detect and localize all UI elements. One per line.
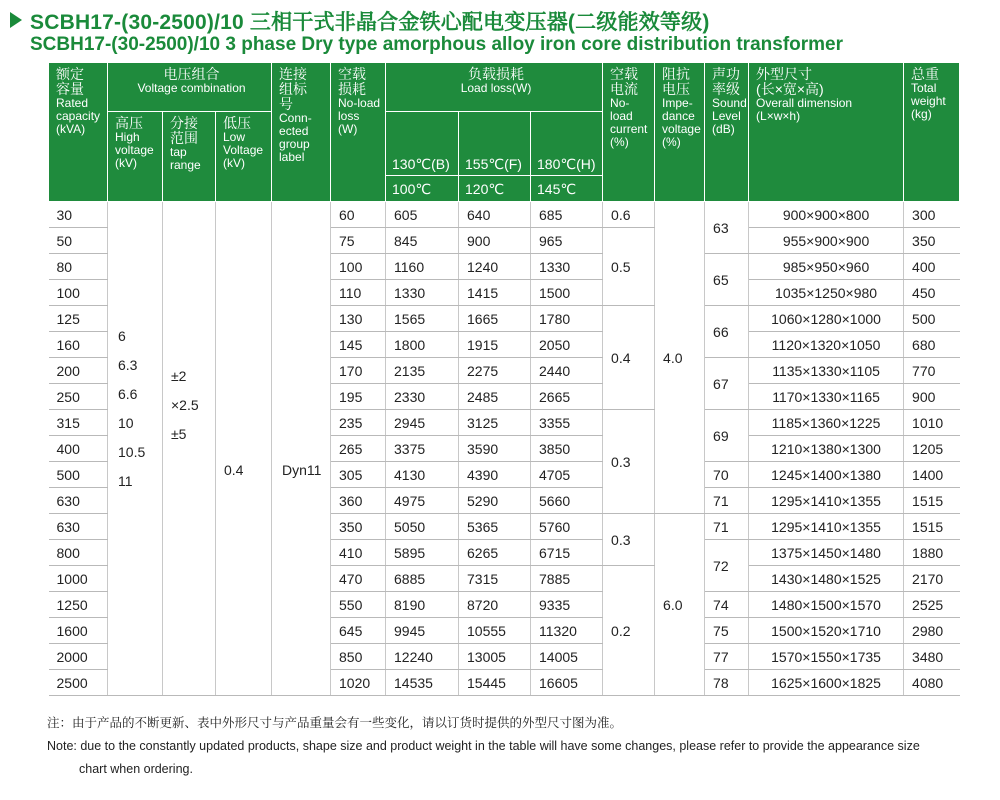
capacity-cell: 50 xyxy=(49,228,108,254)
no-load-loss-cell: 645 xyxy=(331,618,386,644)
no-load-loss-cell: 130 xyxy=(331,306,386,332)
capacity-cell: 80 xyxy=(49,254,108,280)
load-loss-180-cell: 7885 xyxy=(531,566,603,592)
high-voltage-value: 10.5 xyxy=(118,444,146,460)
weight-cell: 1400 xyxy=(904,462,960,488)
no-load-loss-cell: 100 xyxy=(331,254,386,280)
dimension-cell: 1570×1550×1735 xyxy=(749,644,904,670)
load-loss-180-cell: 2665 xyxy=(531,384,603,410)
load-loss-130-cell: 605 xyxy=(386,202,459,228)
no-load-loss-cell: 170 xyxy=(331,358,386,384)
load-loss-155-cell: 3590 xyxy=(459,436,531,462)
load-loss-180-cell: 3850 xyxy=(531,436,603,462)
no-load-loss-cell: 265 xyxy=(331,436,386,462)
load-loss-155-cell: 13005 xyxy=(459,644,531,670)
dimension-cell: 1135×1330×1105 xyxy=(749,358,904,384)
weight-cell: 2525 xyxy=(904,592,960,618)
no-load-current-cell: 0.3 xyxy=(603,410,655,514)
sound-level-cell: 71 xyxy=(705,514,749,540)
no-load-current-cell: 0.3 xyxy=(603,514,655,566)
weight-cell: 2170 xyxy=(904,566,960,592)
no-load-loss-cell: 145 xyxy=(331,332,386,358)
title-arrow-icon xyxy=(10,12,22,28)
low-voltage-cell: 0.4 xyxy=(216,202,272,696)
no-load-loss-cell: 550 xyxy=(331,592,386,618)
load-loss-130-cell: 2135 xyxy=(386,358,459,384)
capacity-cell: 125 xyxy=(49,306,108,332)
no-load-loss-cell: 235 xyxy=(331,410,386,436)
load-loss-180-cell: 11320 xyxy=(531,618,603,644)
header-temp-180: 180℃(H) xyxy=(531,112,603,176)
sound-level-cell: 72 xyxy=(705,540,749,592)
no-load-loss-cell: 75 xyxy=(331,228,386,254)
note-english-continued: chart when ordering. xyxy=(79,762,193,776)
weight-cell: 500 xyxy=(904,306,960,332)
header-load-loss: 负载损耗 Load loss(W) xyxy=(386,63,603,112)
load-loss-155-cell: 1415 xyxy=(459,280,531,306)
weight-cell: 770 xyxy=(904,358,960,384)
load-loss-155-cell: 1915 xyxy=(459,332,531,358)
weight-cell: 300 xyxy=(904,202,960,228)
sound-level-cell: 63 xyxy=(705,202,749,254)
load-loss-130-cell: 9945 xyxy=(386,618,459,644)
sound-level-cell: 77 xyxy=(705,644,749,670)
capacity-cell: 30 xyxy=(49,202,108,228)
high-voltage-value: 6.6 xyxy=(118,386,138,402)
dimension-cell: 1480×1500×1570 xyxy=(749,592,904,618)
capacity-cell: 1600 xyxy=(49,618,108,644)
dimension-cell: 1060×1280×1000 xyxy=(749,306,904,332)
tap-range-value: ±5 xyxy=(171,426,187,442)
load-loss-155-cell: 640 xyxy=(459,202,531,228)
dimension-cell: 1375×1450×1480 xyxy=(749,540,904,566)
load-loss-130-cell: 14535 xyxy=(386,670,459,696)
header-low-voltage: 低压 Low Voltage (kV) xyxy=(216,112,272,202)
no-load-loss-cell: 350 xyxy=(331,514,386,540)
load-loss-155-cell: 10555 xyxy=(459,618,531,644)
weight-cell: 680 xyxy=(904,332,960,358)
load-loss-155-cell: 900 xyxy=(459,228,531,254)
no-load-current-cell: 0.2 xyxy=(603,566,655,696)
dimension-cell: 1500×1520×1710 xyxy=(749,618,904,644)
capacity-cell: 200 xyxy=(49,358,108,384)
dimension-cell: 955×900×900 xyxy=(749,228,904,254)
sound-level-cell: 74 xyxy=(705,592,749,618)
load-loss-130-cell: 12240 xyxy=(386,644,459,670)
no-load-current-cell: 0.6 xyxy=(603,202,655,228)
no-load-loss-cell: 1020 xyxy=(331,670,386,696)
load-loss-180-cell: 685 xyxy=(531,202,603,228)
no-load-current-cell: 0.4 xyxy=(603,306,655,410)
load-loss-180-cell: 2050 xyxy=(531,332,603,358)
load-loss-180-cell: 2440 xyxy=(531,358,603,384)
load-loss-155-cell: 5290 xyxy=(459,488,531,514)
sound-level-cell: 66 xyxy=(705,306,749,358)
weight-cell: 900 xyxy=(904,384,960,410)
tap-range-cell xyxy=(163,202,216,696)
high-voltage-cell xyxy=(108,202,163,696)
dimension-cell: 1035×1250×980 xyxy=(749,280,904,306)
impedance-cell: 6.0 xyxy=(655,514,705,696)
load-loss-155-cell: 1240 xyxy=(459,254,531,280)
dimension-cell: 1120×1320×1050 xyxy=(749,332,904,358)
header-impedance-voltage: 阻抗 电压 Impe- dance voltage (%) xyxy=(655,63,705,202)
dimension-cell: 1210×1380×1300 xyxy=(749,436,904,462)
dimension-cell: 985×950×960 xyxy=(749,254,904,280)
sound-level-cell: 75 xyxy=(705,618,749,644)
load-loss-130-cell: 1800 xyxy=(386,332,459,358)
load-loss-155-cell: 6265 xyxy=(459,540,531,566)
load-loss-180-cell: 1500 xyxy=(531,280,603,306)
load-loss-180-cell: 5660 xyxy=(531,488,603,514)
no-load-loss-cell: 410 xyxy=(331,540,386,566)
dimension-cell: 1430×1480×1525 xyxy=(749,566,904,592)
header-ref-100: 100℃ xyxy=(386,176,459,202)
load-loss-155-cell: 15445 xyxy=(459,670,531,696)
tap-range-value: ±2 xyxy=(171,368,187,384)
impedance-cell: 4.0 xyxy=(655,202,705,514)
table-body xyxy=(49,202,960,696)
load-loss-155-cell: 4390 xyxy=(459,462,531,488)
capacity-cell: 2500 xyxy=(49,670,108,696)
header-connected-group: 连接 组标 号 Conn- ected group label xyxy=(272,63,331,202)
capacity-cell: 500 xyxy=(49,462,108,488)
header-high-voltage: 高压 High voltage (kV) xyxy=(108,112,163,202)
no-load-loss-cell: 195 xyxy=(331,384,386,410)
load-loss-130-cell: 6885 xyxy=(386,566,459,592)
header-no-load-loss: 空载 损耗 No-load loss (W) xyxy=(331,63,386,202)
header-temp-130: 130℃(B) xyxy=(386,112,459,176)
header-ref-120: 120℃ xyxy=(459,176,531,202)
load-loss-155-cell: 7315 xyxy=(459,566,531,592)
high-voltage-value: 11 xyxy=(118,473,133,489)
load-loss-130-cell: 2945 xyxy=(386,410,459,436)
load-loss-180-cell: 5760 xyxy=(531,514,603,540)
dimension-cell: 1245×1400×1380 xyxy=(749,462,904,488)
header-total-weight: 总重 Total weight (kg) xyxy=(904,63,960,202)
load-loss-130-cell: 4975 xyxy=(386,488,459,514)
capacity-cell: 250 xyxy=(49,384,108,410)
load-loss-130-cell: 5895 xyxy=(386,540,459,566)
connection-group-cell: Dyn11 xyxy=(272,202,331,696)
dimension-cell: 1295×1410×1355 xyxy=(749,488,904,514)
load-loss-130-cell: 5050 xyxy=(386,514,459,540)
no-load-loss-cell: 470 xyxy=(331,566,386,592)
load-loss-155-cell: 2485 xyxy=(459,384,531,410)
weight-cell: 2980 xyxy=(904,618,960,644)
header-overall-dimension: 外型尺寸 (长×宽×高) Overall dimension (L×w×h) xyxy=(749,63,904,202)
spec-table xyxy=(48,62,960,696)
capacity-cell: 100 xyxy=(49,280,108,306)
load-loss-180-cell: 4705 xyxy=(531,462,603,488)
dimension-cell: 1625×1600×1825 xyxy=(749,670,904,696)
dimension-cell: 1170×1330×1165 xyxy=(749,384,904,410)
weight-cell: 1515 xyxy=(904,514,960,540)
load-loss-130-cell: 1565 xyxy=(386,306,459,332)
dimension-cell: 900×900×800 xyxy=(749,202,904,228)
load-loss-155-cell: 5365 xyxy=(459,514,531,540)
load-loss-180-cell: 9335 xyxy=(531,592,603,618)
load-loss-155-cell: 3125 xyxy=(459,410,531,436)
title-block xyxy=(10,4,990,60)
load-loss-180-cell: 6715 xyxy=(531,540,603,566)
load-loss-130-cell: 3375 xyxy=(386,436,459,462)
high-voltage-value: 10 xyxy=(118,415,134,431)
load-loss-180-cell: 14005 xyxy=(531,644,603,670)
load-loss-130-cell: 4130 xyxy=(386,462,459,488)
weight-cell: 1205 xyxy=(904,436,960,462)
sound-level-cell: 69 xyxy=(705,410,749,462)
sound-level-cell: 78 xyxy=(705,670,749,696)
header-ref-145: 145℃ xyxy=(531,176,603,202)
load-loss-130-cell: 1160 xyxy=(386,254,459,280)
no-load-loss-cell: 305 xyxy=(331,462,386,488)
weight-cell: 1880 xyxy=(904,540,960,566)
header-rated-capacity: 额定 容量 Rated capacity (kVA) xyxy=(49,63,108,202)
capacity-cell: 315 xyxy=(49,410,108,436)
header-sound-level: 声功 率级 Sound Level (dB) xyxy=(705,63,749,202)
load-loss-130-cell: 1330 xyxy=(386,280,459,306)
load-loss-130-cell: 2330 xyxy=(386,384,459,410)
no-load-current-cell: 0.5 xyxy=(603,228,655,306)
weight-cell: 400 xyxy=(904,254,960,280)
sound-level-cell: 70 xyxy=(705,462,749,488)
load-loss-180-cell: 16605 xyxy=(531,670,603,696)
header-temp-155: 155℃(F) xyxy=(459,112,531,176)
capacity-cell: 2000 xyxy=(49,644,108,670)
header-tap-range: 分接 范围 tap range xyxy=(163,112,216,202)
weight-cell: 450 xyxy=(904,280,960,306)
load-loss-180-cell: 3355 xyxy=(531,410,603,436)
weight-cell: 350 xyxy=(904,228,960,254)
load-loss-180-cell: 1780 xyxy=(531,306,603,332)
capacity-cell: 630 xyxy=(49,514,108,540)
weight-cell: 4080 xyxy=(904,670,960,696)
capacity-cell: 160 xyxy=(49,332,108,358)
title-english: SCBH17-(30-2500)/10 3 phase Dry type amorphous alloy iron core distribution transformer xyxy=(30,34,844,55)
no-load-loss-cell: 360 xyxy=(331,488,386,514)
capacity-cell: 1250 xyxy=(49,592,108,618)
tap-range-value: ×2.5 xyxy=(171,397,199,413)
capacity-cell: 1000 xyxy=(49,566,108,592)
no-load-loss-cell: 110 xyxy=(331,280,386,306)
high-voltage-value: 6.3 xyxy=(118,357,138,373)
load-loss-155-cell: 8720 xyxy=(459,592,531,618)
sound-level-cell: 67 xyxy=(705,358,749,410)
table-row xyxy=(49,202,960,228)
no-load-loss-cell: 60 xyxy=(331,202,386,228)
capacity-cell: 630 xyxy=(49,488,108,514)
title-chinese: SCBH17-(30-2500)/10 三相干式非晶合金铁心配电变压器(二级能效等级) xyxy=(30,11,710,34)
sound-level-cell: 65 xyxy=(705,254,749,306)
dimension-cell: 1185×1360×1225 xyxy=(749,410,904,436)
sound-level-cell: 71 xyxy=(705,488,749,514)
load-loss-180-cell: 1330 xyxy=(531,254,603,280)
weight-cell: 3480 xyxy=(904,644,960,670)
load-loss-130-cell: 845 xyxy=(386,228,459,254)
note-english: Note: due to the constantly updated products, shape size and product weight in the table will have some changes, please refer to provide the appearance size xyxy=(47,739,920,753)
weight-cell: 1515 xyxy=(904,488,960,514)
header-no-load-current: 空载 电流 No-load current (%) xyxy=(603,63,655,202)
table-header xyxy=(49,63,960,202)
dimension-cell: 1295×1410×1355 xyxy=(749,514,904,540)
notes xyxy=(47,712,977,781)
note-chinese: 注：由于产品的不断更新、表中外形尺寸与产品重量会有一些变化，请以订货时提供的外型尺寸图为准。 xyxy=(47,716,623,730)
capacity-cell: 800 xyxy=(49,540,108,566)
weight-cell: 1010 xyxy=(904,410,960,436)
load-loss-155-cell: 2275 xyxy=(459,358,531,384)
no-load-loss-cell: 850 xyxy=(331,644,386,670)
capacity-cell: 400 xyxy=(49,436,108,462)
load-loss-155-cell: 1665 xyxy=(459,306,531,332)
load-loss-130-cell: 8190 xyxy=(386,592,459,618)
high-voltage-value: 6 xyxy=(118,328,126,344)
header-voltage-combination: 电压组合 Voltage combination xyxy=(108,63,272,112)
load-loss-180-cell: 965 xyxy=(531,228,603,254)
